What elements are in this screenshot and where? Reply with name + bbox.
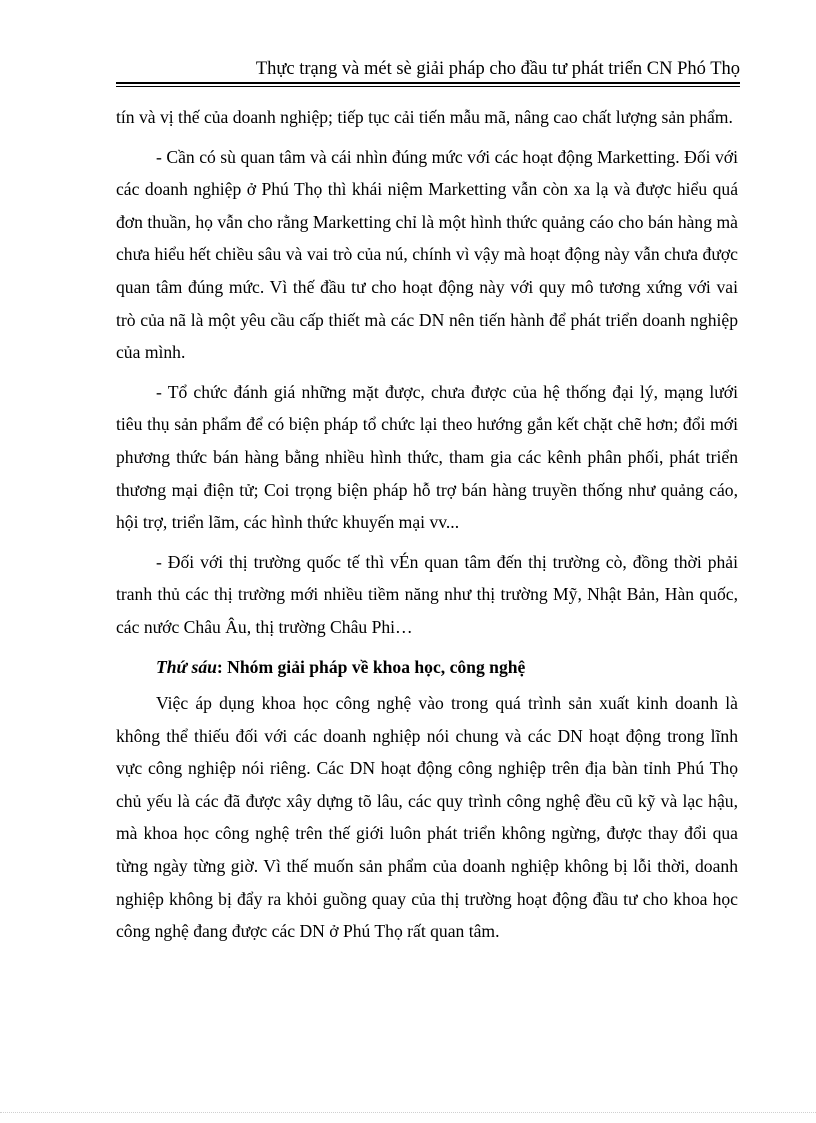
page-bottom-edge: [0, 1112, 816, 1113]
running-header: Thực trạng và mét sè giải pháp cho đầu tư phát triển CN Phó Thọ: [255, 59, 740, 79]
paragraph-international-market: - Đối với thị trường quốc tế thì vÉn quan tâm đến thị trường cò, đồng thời phải tranh thủ các thị trường mới nhiều tiềm năng như thị trường Mỹ, Nhật Bản, Hàn quốc, các nước Châu Âu, thị trường Châu Phi…: [116, 551, 738, 637]
paragraph-science-technology: Việc áp dụng khoa học công nghệ vào trong quá trình sản xuất kinh doanh là không thể thiếu đối với các doanh nghiệp nói chung và các DN hoạt động trong lĩnh vực công nghiệp nói riêng. Các DN hoạt động công nghiệp trên địa bàn tỉnh Phú Thọ chủ yếu là các đã được xây dựng tõ lâu, các quy trình công nghệ đều cũ kỹ và lạc hậu, mà khoa học công nghệ trên thế giới luôn phát triển không ngừng, được thay đổi qua từng ngày từng giờ. Vì thế muốn sản phẩm của doanh nghiệp không bị lỗi thời, doanh nghiệp không bị đẩy ra khỏi guồng quay của thị trường hoạt động đầu tư cho khoa học công nghệ đang được các DN ở Phú Thọ rất quan tâm.: [116, 693, 738, 942]
paragraph-marketing: - Cần có sù quan tâm và cái nhìn đúng mức với các hoạt động Marketting. Đối với các doanh nghiệp ở Phú Thọ thì khái niệm Marketting vẫn còn xa lạ và được hiểu quá đơn thuần, họ vẫn cho rằng Marketting chỉ là một hình thức quảng cáo cho bán hàng mà chưa hiểu hết chiều sâu và vai trò của nú, chính vì vậy mà hoạt động này vẫn chưa được quan tâm đúng mức. Vì thế đầu tư cho hoạt động này với quy mô tương xứng với vai trò của nã là một yêu cầu cấp thiết mà các DN nên tiến hành để phát triển doanh nghiệp của mình.: [116, 146, 738, 363]
paragraph-distribution: - Tổ chức đánh giá những mặt được, chưa được của hệ thống đại lý, mạng lưới tiêu thụ sản phẩm để có biện pháp tổ chức lại theo hướng gắn kết chặt chẽ hơn; đổi mới phương thức bán hàng bằng nhiều hình thức, tham gia các kênh phân phối, phát triển thương mại điện tử; Coi trọng biện pháp hỗ trợ bán hàng truyền thống như quảng cáo, hội trợ, triển lãm, các hình thức khuyến mại vv...: [116, 381, 738, 533]
section-heading: [116, 651, 738, 684]
section-heading-lead: Thứ sáu: [156, 656, 217, 677]
section-heading-title: : Nhóm giải pháp về khoa học, công nghệ: [216, 656, 526, 677]
body-text: [116, 101, 738, 955]
header-rule-thin: [116, 86, 740, 87]
header-rule-thick: [116, 82, 740, 84]
paragraph-continuation: tín và vị thế của doanh nghiệp; tiếp tục cải tiến mẫu mã, nâng cao chất lượng sản phẩm.: [116, 107, 733, 127]
